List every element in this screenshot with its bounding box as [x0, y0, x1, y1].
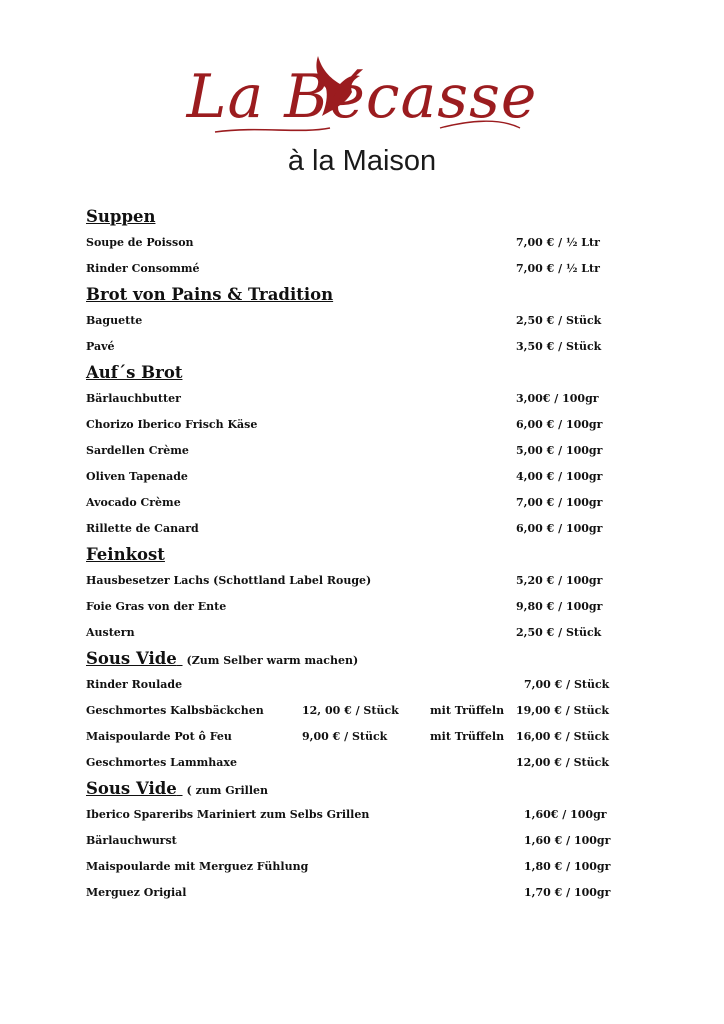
item-price: 2,50 € / Stück	[516, 314, 602, 327]
item-price: 9,80 € / 100gr	[516, 600, 603, 613]
item-name: Bärlauchwurst	[86, 834, 177, 847]
menu-item	[86, 490, 646, 516]
item-name: Foie Gras von der Ente	[86, 600, 227, 613]
item-price: 7,00 € / ½ Ltr	[516, 236, 600, 249]
section-title-suppen: Suppen	[86, 207, 156, 226]
truffle-label: mit Trüffeln	[430, 730, 505, 743]
item-name: Sardellen Crème	[86, 444, 189, 457]
item-name: Pavé	[86, 340, 115, 353]
item-name: Rillette de Canard	[86, 522, 199, 535]
truffle-label: mit Trüffeln	[430, 704, 505, 717]
brand-name: La Bécasse	[186, 62, 538, 132]
item-name: Geschmortes Kalbsbäckchen	[86, 704, 264, 717]
menu-item	[86, 412, 646, 438]
item-price: 3,00€ / 100gr	[516, 392, 599, 405]
menu-item	[86, 256, 646, 282]
item-price: 6,00 € / 100gr	[516, 522, 603, 535]
item-name: Geschmortes Lammhaxe	[86, 756, 237, 769]
item-name: Chorizo Iberico Frisch Käse	[86, 418, 258, 431]
item-price: 1,70 € / 100gr	[524, 886, 611, 899]
menu-item	[86, 750, 646, 776]
item-price: 7,00 € / Stück	[524, 678, 610, 691]
menu-item	[86, 828, 646, 854]
menu-item	[86, 724, 646, 750]
item-price: 6,00 € / 100gr	[516, 418, 603, 431]
item-name: Iberico Spareribs Mariniert zum Selbs Grillen	[86, 808, 370, 821]
item-price: 1,80 € / 100gr	[524, 860, 611, 873]
item-name: Oliven Tapenade	[86, 470, 188, 483]
item-name: Merguez Origial	[86, 886, 187, 899]
item-base-price: 12, 00 € / Stück	[302, 704, 399, 717]
menu-item	[86, 230, 646, 256]
item-price: 1,60 € / 100gr	[524, 834, 611, 847]
item-price: 1,60€ / 100gr	[524, 808, 607, 821]
menu-item	[86, 594, 646, 620]
item-name: Soupe de Poisson	[86, 236, 194, 249]
menu	[86, 204, 646, 906]
menu-item	[86, 308, 646, 334]
item-name: Maispoularde mit Merguez Fühlung	[86, 860, 309, 873]
menu-item	[86, 802, 646, 828]
menu-item	[86, 880, 646, 906]
item-name: Baguette	[86, 314, 143, 327]
item-price: 16,00 € / Stück	[516, 730, 609, 743]
logo	[0, 0, 724, 190]
menu-item	[86, 386, 646, 412]
item-name: Avocado Crème	[86, 496, 181, 509]
menu-item	[86, 568, 646, 594]
section-title-sous-vide-warm: Sous Vide (Zum Selber warm machen)	[86, 646, 646, 672]
section-title-sous-vide-grill: Sous Vide ( zum Grillen	[86, 776, 646, 802]
section-note: ( zum Grillen	[186, 784, 268, 797]
item-price: 2,50 € / Stück	[516, 626, 602, 639]
item-price: 3,50 € / Stück	[516, 340, 602, 353]
menu-item	[86, 516, 646, 542]
section-title-aufs-brot: Auf´s Brot	[86, 363, 183, 382]
menu-item	[86, 698, 646, 724]
item-price: 5,00 € / 100gr	[516, 444, 603, 457]
menu-item	[86, 438, 646, 464]
item-base-price: 9,00 € / Stück	[302, 730, 388, 743]
item-name: Bärlauchbutter	[86, 392, 181, 405]
item-name: Maispoularde Pot ô Feu	[86, 730, 232, 743]
item-price: 5,20 € / 100gr	[516, 574, 603, 587]
menu-item	[86, 854, 646, 880]
section-title-feinkost: Feinkost	[86, 545, 165, 564]
menu-item	[86, 672, 646, 698]
section-title-brot: Brot von Pains & Tradition	[86, 285, 334, 304]
brand-subtitle: à la Maison	[287, 145, 437, 177]
item-price: 7,00 € / ½ Ltr	[516, 262, 600, 275]
item-name: Austern	[86, 626, 135, 639]
menu-item	[86, 620, 646, 646]
item-price: 7,00 € / 100gr	[516, 496, 603, 509]
item-name: Rinder Roulade	[86, 678, 183, 691]
item-price: 4,00 € / 100gr	[516, 470, 603, 483]
menu-item	[86, 334, 646, 360]
item-price: 12,00 € / Stück	[516, 756, 609, 769]
section-note: (Zum Selber warm machen)	[186, 654, 359, 667]
item-price: 19,00 € / Stück	[516, 704, 609, 717]
item-name: Hausbesetzer Lachs (Schottland Label Rouge)	[86, 574, 372, 587]
item-name: Rinder Consommé	[86, 262, 200, 275]
menu-item	[86, 464, 646, 490]
